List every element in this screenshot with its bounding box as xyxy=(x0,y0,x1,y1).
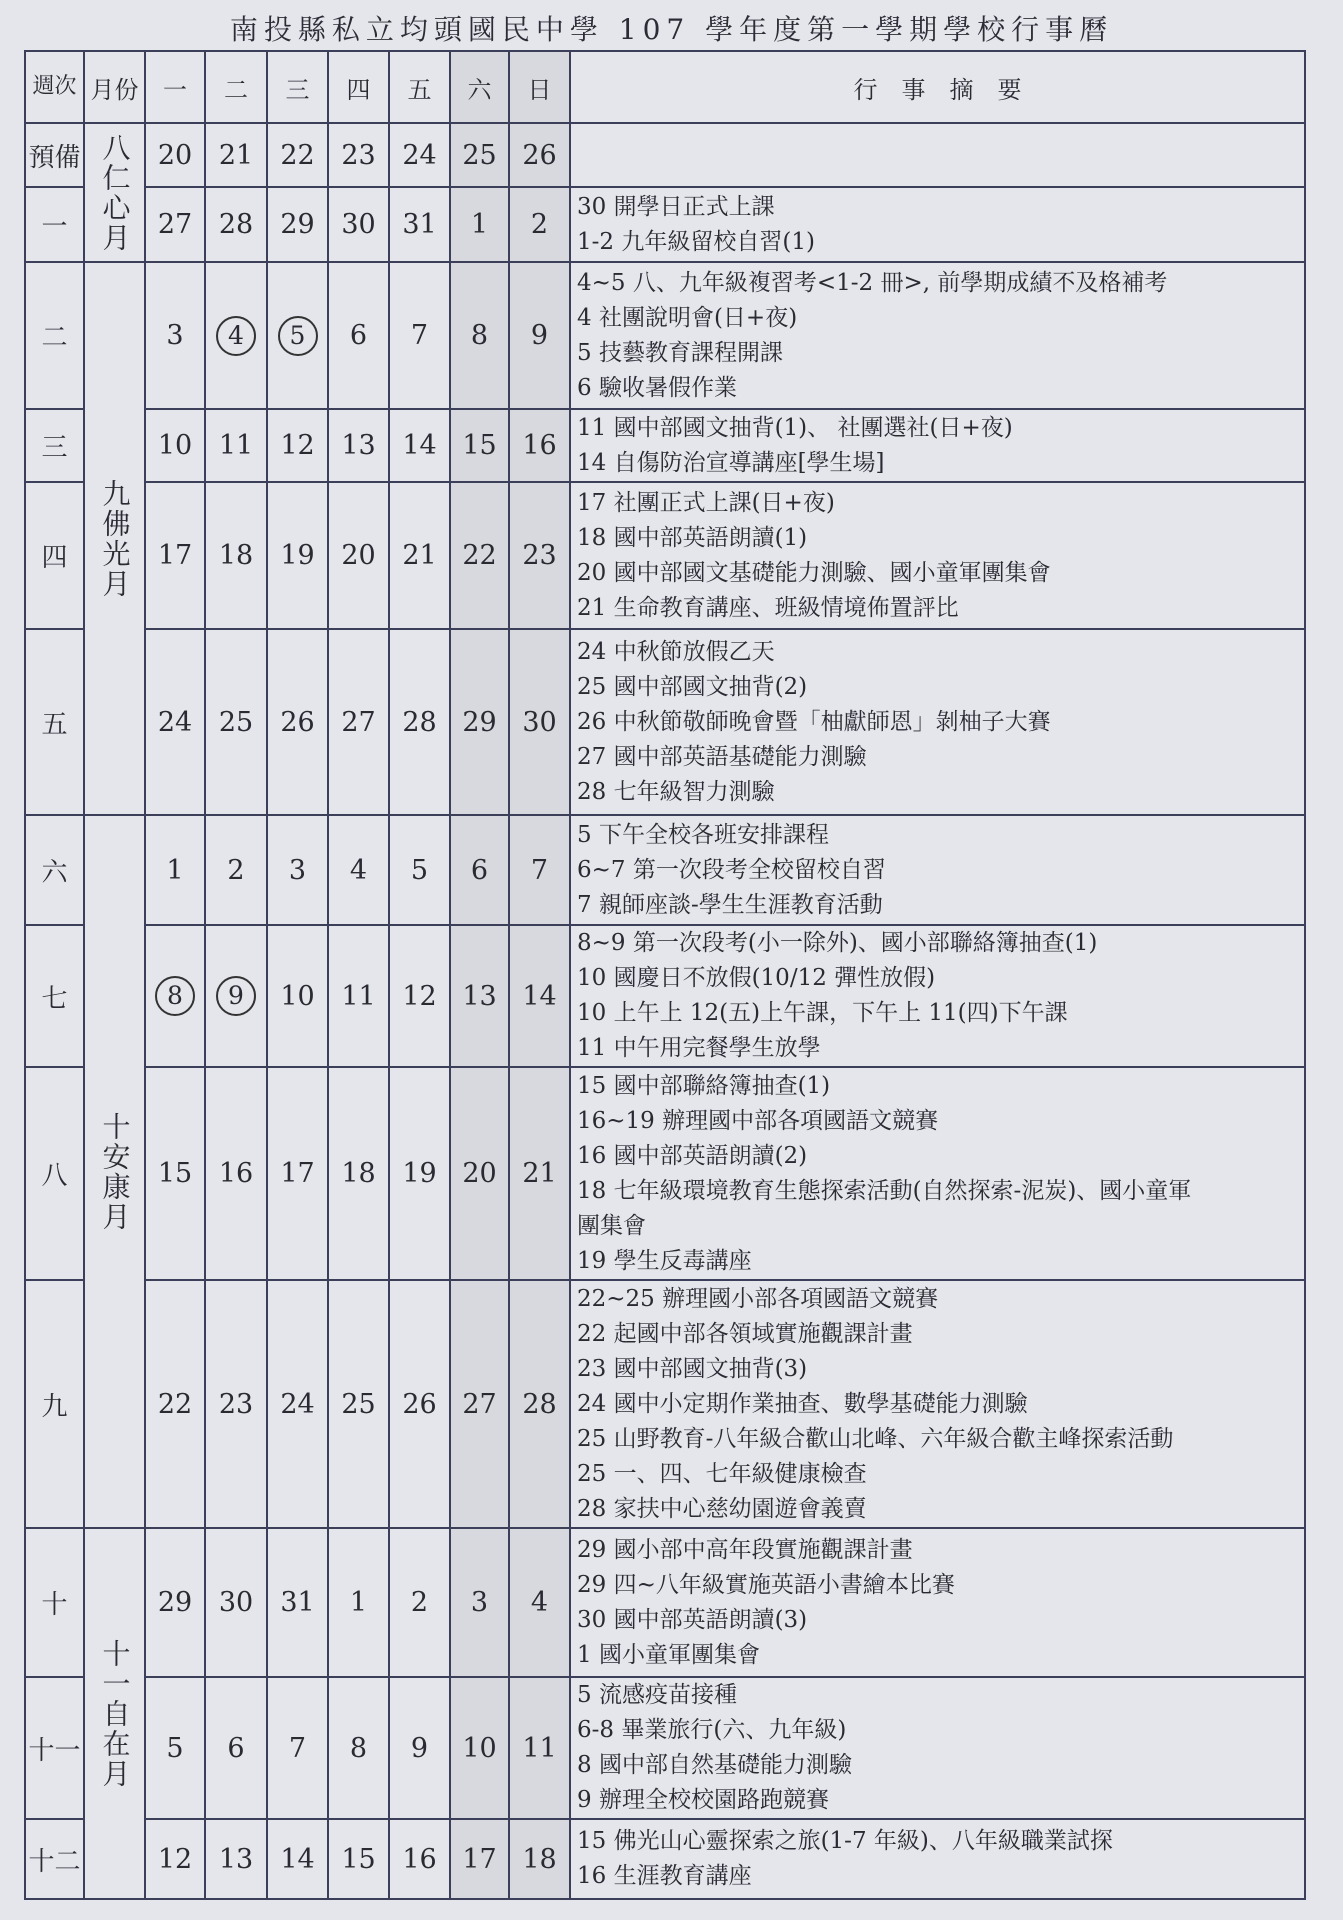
event-item: 6 驗收暑假作業 xyxy=(577,374,737,401)
event-item: 25 山野教育-八年級合歡山北峰、六年級合歡主峰探索活動 xyxy=(577,1425,1174,1452)
day-cell xyxy=(145,925,205,1067)
month-text: 十安康月 xyxy=(98,1111,132,1232)
event-item: 29 四~八年級實施英語小書繪本比賽 xyxy=(577,1571,955,1598)
event-item: 11 中午用完餐學生放學 xyxy=(577,1035,821,1061)
day-cell: 17 xyxy=(267,1067,328,1280)
week-label: 二 xyxy=(25,262,84,409)
week-label: 六 xyxy=(25,815,84,925)
day-cell: 12 xyxy=(267,409,328,482)
event-item: 11 國中部國文抽背(1)、 社團選社(日+夜) xyxy=(577,414,1013,441)
day-cell: 23 xyxy=(328,123,389,187)
day-cell: 12 xyxy=(389,925,450,1067)
events-cell xyxy=(570,925,1305,1067)
day-cell: 12 xyxy=(145,1819,205,1899)
day-cell: 16 xyxy=(205,1067,267,1280)
day-cell: 16 xyxy=(389,1819,450,1899)
header-day: 一 xyxy=(145,51,205,123)
event-item: 28 家扶中心慈幼園遊會義賣 xyxy=(577,1495,867,1522)
day-cell: 2 xyxy=(205,815,267,925)
event-item: 24 中秋節放假乙天 xyxy=(577,638,775,665)
day-cell: 22 xyxy=(450,482,509,629)
header-events: 行 事 摘 要 xyxy=(570,51,1305,123)
event-item: 21 生命教育講座、班級情境佈置評比 xyxy=(577,594,959,621)
event-item: 8~9 第一次段考(小一除外)、國小部聯絡簿抽查(1) xyxy=(577,930,1098,956)
event-item: 6-8 畢業旅行(六、九年級) xyxy=(577,1717,847,1743)
week-row xyxy=(25,1677,1305,1819)
events-cell xyxy=(570,123,1305,187)
day-cell: 14 xyxy=(509,925,570,1067)
day-cell: 7 xyxy=(389,262,450,409)
day-cell: 29 xyxy=(450,629,509,815)
day-cell: 10 xyxy=(145,409,205,482)
circled-date: 9 xyxy=(216,976,256,1016)
week-label: 十一 xyxy=(25,1677,84,1819)
week-row xyxy=(25,409,1305,482)
event-item: 26 中秋節敬師晚會暨「柚獻師恩」剝柚子大賽 xyxy=(577,708,1051,735)
event-item: 29 國小部中高年段實施觀課計畫 xyxy=(577,1536,913,1563)
day-cell: 27 xyxy=(328,629,389,815)
day-cell: 18 xyxy=(328,1067,389,1280)
day-cell: 3 xyxy=(267,815,328,925)
event-item: 4~5 八、九年級複習考<1-2 冊>, 前學期成績不及格補考 xyxy=(577,269,1168,296)
week-label: 預備 xyxy=(25,123,84,187)
event-item: 8 國中部自然基礎能力測驗 xyxy=(577,1752,852,1778)
month-text: 九佛光月 xyxy=(98,478,132,599)
header-day: 四 xyxy=(328,51,389,123)
event-item: 17 社團正式上課(日+夜) xyxy=(577,489,835,516)
month-label xyxy=(84,1528,145,1899)
header-month: 月份 xyxy=(84,51,145,123)
day-cell: 31 xyxy=(267,1528,328,1677)
week-row xyxy=(25,482,1305,629)
week-label: 八 xyxy=(25,1067,84,1280)
header-day: 日 xyxy=(509,51,570,123)
day-cell: 6 xyxy=(450,815,509,925)
circled-date: 8 xyxy=(155,976,195,1016)
day-cell: 26 xyxy=(509,123,570,187)
month-label xyxy=(84,262,145,815)
day-cell: 21 xyxy=(389,482,450,629)
day-cell: 6 xyxy=(205,1677,267,1819)
day-cell: 10 xyxy=(450,1677,509,1819)
week-row xyxy=(25,1819,1305,1899)
month-label xyxy=(84,123,145,262)
day-cell: 25 xyxy=(205,629,267,815)
header-week: 週次 xyxy=(25,51,84,123)
week-row xyxy=(25,262,1305,409)
day-cell: 10 xyxy=(267,925,328,1067)
day-cell: 17 xyxy=(450,1819,509,1899)
event-item: 22~25 辦理國小部各項國語文競賽 xyxy=(577,1285,939,1312)
day-cell: 9 xyxy=(389,1677,450,1819)
week-row xyxy=(25,629,1305,815)
event-item: 15 佛光山心靈探索之旅(1-7 年級)、八年級職業試探 xyxy=(577,1828,1113,1854)
calendar-table xyxy=(24,50,1306,1900)
event-item: 1-2 九年級留校自習(1) xyxy=(577,228,815,255)
events-cell xyxy=(570,187,1305,262)
day-cell: 13 xyxy=(205,1819,267,1899)
day-cell: 18 xyxy=(509,1819,570,1899)
event-item: 30 開學日正式上課 xyxy=(577,193,775,220)
day-cell: 8 xyxy=(328,1677,389,1819)
calendar-body xyxy=(25,123,1305,1899)
day-cell: 26 xyxy=(389,1280,450,1528)
day-cell: 15 xyxy=(145,1067,205,1280)
day-cell: 15 xyxy=(328,1819,389,1899)
week-label: 三 xyxy=(25,409,84,482)
week-row xyxy=(25,187,1305,262)
day-cell: 21 xyxy=(509,1067,570,1280)
day-cell: 19 xyxy=(267,482,328,629)
event-item: 1 國小童軍團集會 xyxy=(577,1641,760,1668)
day-cell: 3 xyxy=(145,262,205,409)
event-item: 19 學生反毒講座 xyxy=(577,1247,752,1274)
day-cell: 16 xyxy=(509,409,570,482)
page-title: 南投縣私立均頭國民中學 107 學年度第一學期學校行事曆 xyxy=(229,13,1114,46)
month-text: 十一自在月 xyxy=(98,1638,132,1789)
circled-date: 4 xyxy=(216,316,256,356)
day-cell: 28 xyxy=(205,187,267,262)
event-item: 14 自傷防治宣導講座[學生場] xyxy=(577,449,885,476)
events-cell xyxy=(570,1819,1305,1899)
day-cell: 23 xyxy=(205,1280,267,1528)
day-cell: 29 xyxy=(267,187,328,262)
events-cell xyxy=(570,262,1305,409)
day-cell: 15 xyxy=(450,409,509,482)
day-cell: 24 xyxy=(145,629,205,815)
day-cell: 19 xyxy=(389,1067,450,1280)
event-item: 22 起國中部各領域實施觀課計畫 xyxy=(577,1320,913,1347)
day-cell xyxy=(267,262,328,409)
day-cell: 30 xyxy=(328,187,389,262)
event-item: 5 下午全校各班安排課程 xyxy=(577,821,829,848)
events-cell xyxy=(570,1280,1305,1528)
day-cell xyxy=(205,262,267,409)
week-row xyxy=(25,1280,1305,1528)
day-cell: 4 xyxy=(328,815,389,925)
events-cell xyxy=(570,1067,1305,1280)
day-cell: 20 xyxy=(450,1067,509,1280)
day-cell: 2 xyxy=(509,187,570,262)
events-cell xyxy=(570,1677,1305,1819)
day-cell: 30 xyxy=(509,629,570,815)
day-cell: 23 xyxy=(509,482,570,629)
header-day: 三 xyxy=(267,51,328,123)
day-cell: 21 xyxy=(205,123,267,187)
day-cell: 5 xyxy=(145,1677,205,1819)
header-day: 二 xyxy=(205,51,267,123)
event-item: 9 辦理全校校園路跑競賽 xyxy=(577,1787,829,1813)
header-day: 五 xyxy=(389,51,450,123)
event-item: 團集會 xyxy=(577,1212,646,1239)
day-cell: 8 xyxy=(450,262,509,409)
events-cell xyxy=(570,409,1305,482)
day-cell: 2 xyxy=(389,1528,450,1677)
day-cell: 22 xyxy=(267,123,328,187)
event-item: 7 親師座談-學生生涯教育活動 xyxy=(577,891,883,918)
circled-date: 5 xyxy=(278,316,318,356)
event-item: 25 國中部國文抽背(2) xyxy=(577,673,808,700)
events-cell xyxy=(570,815,1305,925)
day-cell: 6 xyxy=(328,262,389,409)
day-cell: 13 xyxy=(328,409,389,482)
week-label: 九 xyxy=(25,1280,84,1528)
day-cell: 18 xyxy=(205,482,267,629)
day-cell: 9 xyxy=(509,262,570,409)
events-cell xyxy=(570,629,1305,815)
week-label: 十二 xyxy=(25,1819,84,1899)
day-cell: 25 xyxy=(450,123,509,187)
week-label: 七 xyxy=(25,925,84,1067)
event-item: 18 七年級環境教育生態探索活動(自然探索-泥炭)、國小童軍 xyxy=(577,1177,1192,1204)
day-cell: 22 xyxy=(145,1280,205,1528)
day-cell: 11 xyxy=(328,925,389,1067)
day-cell: 24 xyxy=(267,1280,328,1528)
event-item: 28 七年級智力測驗 xyxy=(577,778,775,805)
day-cell: 31 xyxy=(389,187,450,262)
event-item: 5 技藝教育課程開課 xyxy=(577,339,783,366)
day-cell: 14 xyxy=(267,1819,328,1899)
day-cell: 11 xyxy=(509,1677,570,1819)
events-cell xyxy=(570,482,1305,629)
header-day: 六 xyxy=(450,51,509,123)
day-cell: 14 xyxy=(389,409,450,482)
day-cell: 20 xyxy=(328,482,389,629)
week-row xyxy=(25,1067,1305,1280)
event-item: 16 生涯教育講座 xyxy=(577,1863,752,1889)
event-item: 20 國中部國文基礎能力測驗、國小童軍團集會 xyxy=(577,559,1051,586)
day-cell: 30 xyxy=(205,1528,267,1677)
event-item: 25 一、四、七年級健康檢查 xyxy=(577,1460,867,1487)
day-cell: 13 xyxy=(450,925,509,1067)
week-label: 五 xyxy=(25,629,84,815)
day-cell: 7 xyxy=(267,1677,328,1819)
week-row xyxy=(25,1528,1305,1677)
day-cell: 29 xyxy=(145,1528,205,1677)
week-label: 十 xyxy=(25,1528,84,1677)
event-item: 10 國慶日不放假(10/12 彈性放假) xyxy=(577,965,936,991)
event-item: 10 上午上 12(五)上午課，下午上 11(四)下午課 xyxy=(577,1000,1068,1026)
event-item: 16 國中部英語朗讀(2) xyxy=(577,1142,808,1169)
week-row xyxy=(25,815,1305,925)
day-cell: 3 xyxy=(450,1528,509,1677)
day-cell: 1 xyxy=(145,815,205,925)
day-cell xyxy=(205,925,267,1067)
day-cell: 27 xyxy=(450,1280,509,1528)
week-label: 一 xyxy=(25,187,84,262)
day-cell: 4 xyxy=(509,1528,570,1677)
event-item: 4 社團說明會(日+夜) xyxy=(577,304,798,331)
event-item: 24 國中小定期作業抽查、數學基礎能力測驗 xyxy=(577,1390,1028,1417)
day-cell: 1 xyxy=(328,1528,389,1677)
day-cell: 5 xyxy=(389,815,450,925)
day-cell: 7 xyxy=(509,815,570,925)
day-cell: 27 xyxy=(145,187,205,262)
day-cell: 1 xyxy=(450,187,509,262)
event-item: 27 國中部英語基礎能力測驗 xyxy=(577,743,867,770)
month-text: 八仁心月 xyxy=(98,132,132,253)
event-item: 18 國中部英語朗讀(1) xyxy=(577,524,808,551)
event-item: 23 國中部國文抽背(3) xyxy=(577,1355,808,1382)
day-cell: 28 xyxy=(389,629,450,815)
day-cell: 28 xyxy=(509,1280,570,1528)
month-label xyxy=(84,815,145,1528)
header-row xyxy=(25,51,1305,123)
day-cell: 26 xyxy=(267,629,328,815)
events-cell xyxy=(570,1528,1305,1677)
day-cell: 11 xyxy=(205,409,267,482)
week-row xyxy=(25,123,1305,187)
week-label: 四 xyxy=(25,482,84,629)
day-cell: 17 xyxy=(145,482,205,629)
day-cell: 24 xyxy=(389,123,450,187)
event-item: 5 流感疫苗接種 xyxy=(577,1682,737,1708)
event-item: 16~19 辦理國中部各項國語文競賽 xyxy=(577,1107,939,1134)
event-item: 15 國中部聯絡簿抽查(1) xyxy=(577,1072,831,1099)
event-item: 30 國中部英語朗讀(3) xyxy=(577,1606,808,1633)
day-cell: 20 xyxy=(145,123,205,187)
event-item: 6~7 第一次段考全校留校自習 xyxy=(577,856,886,883)
week-row xyxy=(25,925,1305,1067)
day-cell: 25 xyxy=(328,1280,389,1528)
